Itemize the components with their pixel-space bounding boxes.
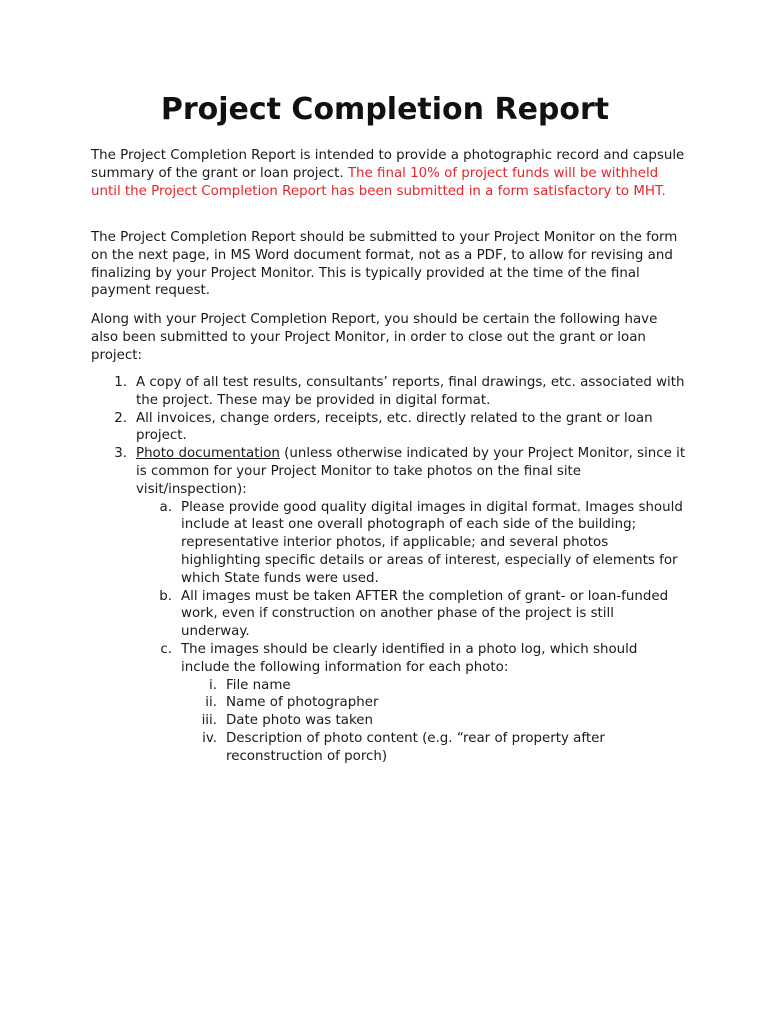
funds-withheld-notice: The final 10% of project funds will be withheld until the Project Completion Report has been submitted in a form satisfactory to MHT. — [91, 165, 666, 199]
photo-log-field-text: File name — [226, 677, 291, 693]
list-marker: b. — [159, 588, 172, 604]
photo-log-field — [181, 694, 686, 712]
sub-list-item — [136, 641, 686, 766]
list-marker: ii. — [205, 695, 217, 711]
list-item-text: (unless otherwise indicated by your Project Monitor, since it is common for your Project Monitor to take photos on the final site visit/inspection): — [136, 446, 686, 497]
intro-paragraph — [91, 147, 686, 200]
list-item — [91, 410, 686, 446]
list-marker: 3. — [114, 446, 127, 462]
page-title: Project Completion Report — [160, 92, 610, 127]
sub-list-item-text: Please provide good quality digital images in digital format. Images should include at least one overall photograph of each side of the building; representative interior photos, if applicable; and several photos highlighting specific details or areas of interest, especially of elements for which State funds were used. — [181, 499, 683, 586]
list-marker: c. — [160, 641, 172, 657]
sub-list-item-text: The images should be clearly identified in a photo log, which should include the following information for each photo: — [181, 641, 638, 675]
photo-log-field-text: Description of photo content (e.g. “rear of property after reconstruction of porch) — [226, 730, 605, 764]
photo-log-field-text: Date photo was taken — [226, 713, 373, 729]
sub-list-item — [136, 499, 686, 588]
photo-log-field — [181, 677, 686, 695]
list-item-text: A copy of all test results, consultants’ reports, final drawings, etc. associated with the project. These may be provided in digital format. — [136, 375, 685, 408]
photo-requirements-list — [136, 499, 686, 766]
list-marker: iii. — [201, 713, 217, 729]
list-marker: 1. — [114, 375, 127, 390]
list-marker: a. — [159, 499, 172, 515]
photo-documentation-heading: Photo documentation — [136, 446, 280, 462]
sub-list-item — [136, 588, 686, 641]
photo-log-field — [181, 712, 686, 730]
intro-text: The Project Completion Report is intended to provide a photographic record and capsule summary of the grant or loan project. — [91, 148, 685, 181]
list-item — [91, 445, 686, 765]
list-marker: i. — [209, 677, 217, 693]
photo-log-field-text: Name of photographer — [226, 695, 379, 711]
photo-log-field — [181, 730, 686, 766]
closeout-paragraph: Along with your Project Completion Report, you should be certain the following have also been submitted to your Project Monitor, in order to close out the grant or loan project: — [91, 312, 658, 363]
photo-log-fields-list — [181, 677, 686, 766]
sub-list-item-text: All images must be taken AFTER the completion of grant- or loan-funded work, even if construction on another phase of the project is still underway. — [181, 588, 669, 640]
list-item — [91, 374, 686, 410]
list-item-text: All invoices, change orders, receipts, etc. directly related to the grant or loan project. — [136, 410, 653, 444]
submission-paragraph: The Project Completion Report should be submitted to your Project Monitor on the form on the next page, in MS Word document format, not as a PDF, to allow for revising and finalizing by your Project Monitor. This is typically provided at the time of the final payment request. — [91, 230, 678, 299]
list-marker: 2. — [114, 410, 127, 426]
list-marker: iv. — [202, 730, 217, 746]
closeout-list — [91, 374, 686, 766]
